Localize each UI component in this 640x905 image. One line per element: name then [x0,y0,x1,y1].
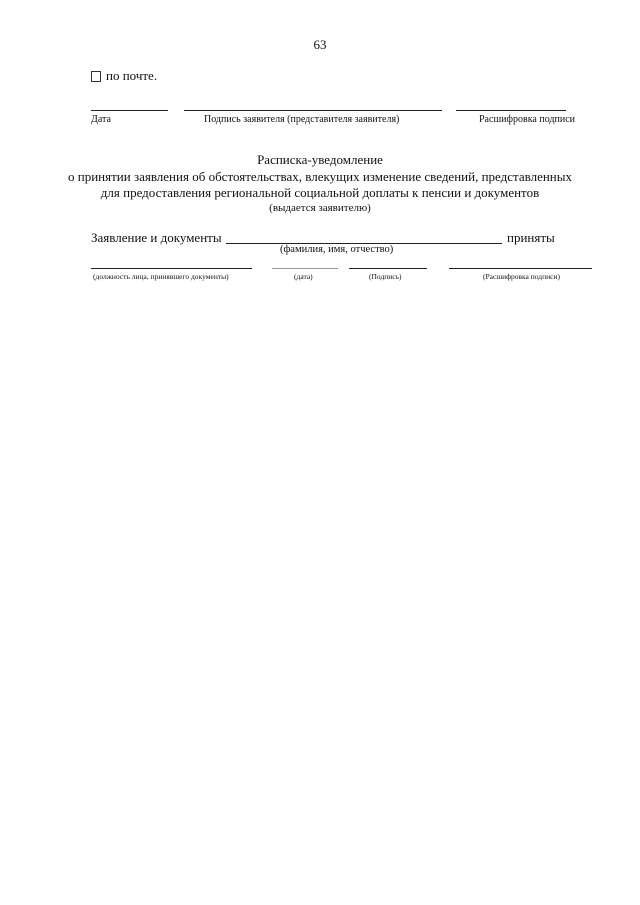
signature-label: Подпись заявителя (представителя заявителя) [204,114,400,125]
delivery-option-label: по почте. [106,68,158,83]
decoding-line [456,110,566,111]
receipt-note: (выдается заявителю) [269,202,371,214]
receipt-date-label: (дата) [294,272,313,281]
receipt-signature-label: (Подпись) [369,272,402,281]
date-label: Дата [91,114,111,125]
accepted-prefix: Заявление и документы [91,230,222,245]
receipt-subtitle-line2: для предоставления региональной социальной доплаты к пенсии и документов [100,185,540,200]
delivery-option[interactable] [91,68,157,84]
receipt-subtitle-line1: о принятии заявления об обстоятельствах, влекущих изменение сведений, представленных [68,169,572,184]
checkbox-icon[interactable] [91,71,101,82]
receipt-signature-line [349,268,427,269]
decoding-label: Расшифровка подписи [479,114,575,125]
date-line [91,110,168,111]
receipt-decoding-label: (Расшифровка подписи) [483,272,560,281]
position-label: (должность лица, принявшего документы) [93,272,229,281]
accepted-suffix: приняты [507,230,555,245]
receipt-date-line [272,268,338,269]
receipt-title: Расписка-уведомление [257,152,383,167]
position-line [91,268,252,269]
page-number: 63 [313,37,327,52]
signature-line [184,110,442,111]
receipt-decoding-line [449,268,592,269]
fio-label: (фамилия, имя, отчество) [280,244,394,255]
